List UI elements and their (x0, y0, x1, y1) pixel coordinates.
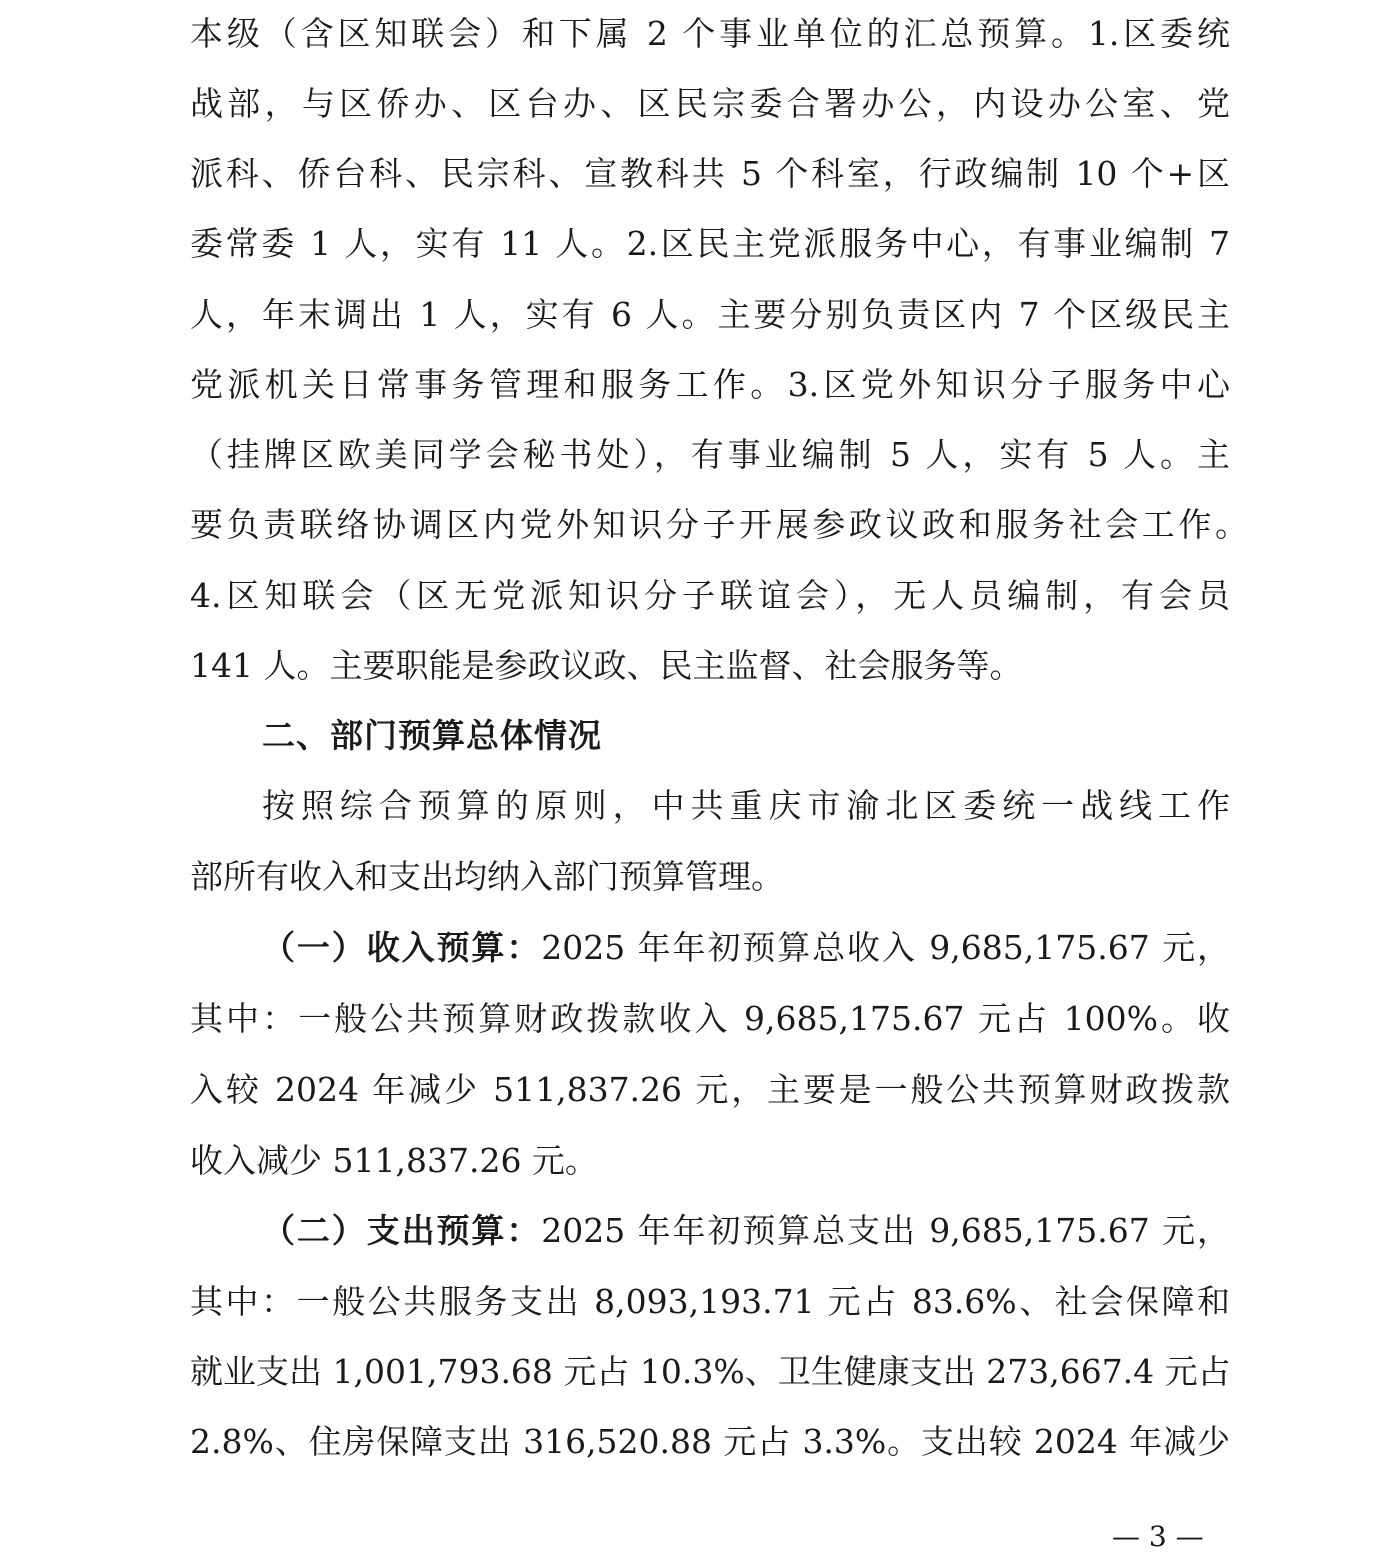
body-text-line: （挂牌区欧美同学会秘书处），有事业编制 5 人，实有 5 人。主 (190, 435, 1230, 474)
body-text-line: 本级（含区知联会）和下属 2 个事业单位的汇总预算。1.区委统 (190, 14, 1230, 53)
body-text-line: 党派机关日常事务管理和服务工作。3.区党外知识分子服务中心 (190, 365, 1230, 404)
body-text-line: 部所有收入和支出均纳入部门预算管理。 (190, 857, 784, 896)
body-text-line: 派科、侨台科、民宗科、宣教科共 5 个科室，行政编制 10 个+区 (190, 154, 1230, 193)
body-text-line: 按照综合预算的原则，中共重庆市渝北区委统一战线工作 (262, 786, 1230, 825)
body-text-line: 收入减少 511,837.26 元。 (190, 1141, 598, 1180)
body-text-line: 人，年末调出 1 人，实有 6 人。主要分别负责区内 7 个区级民主 (190, 295, 1230, 334)
body-text-line: 141 人。主要职能是参政议政、民主监督、社会服务等。 (190, 646, 1023, 685)
income-label: （一）收入预算： (262, 928, 542, 967)
expenditure-text: 2025 年年初预算总支出 9,685,175.67 元， (541, 1211, 1230, 1250)
body-text-line: 4.区知联会（区无党派知识分子联谊会），无人员编制，有会员 (190, 576, 1230, 615)
page-number: — 3 — (1112, 1520, 1204, 1553)
body-text-line: 入较 2024 年减少 511,837.26 元，主要是一般公共预算财政拨款 (190, 1070, 1230, 1109)
body-text-line: 委常委 1 人，实有 11 人。2.区民主党派服务中心，有事业编制 7 (190, 224, 1230, 263)
body-text-line: 战部，与区侨办、区台办、区民宗委合署办公，内设办公室、党 (190, 84, 1230, 123)
body-text-line: 其中：一般公共预算财政拨款收入 9,685,175.67 元占 100%。收 (190, 999, 1230, 1038)
income-text: 2025 年年初预算总收入 9,685,175.67 元， (541, 928, 1230, 967)
expenditure-label: （二）支出预算： (262, 1211, 542, 1250)
section-heading: 二、部门预算总体情况 (262, 716, 602, 755)
income-first-line (262, 926, 1230, 970)
body-text-line: 要负责联络协调区内党外知识分子开展参政议政和服务社会工作。 (190, 505, 1248, 544)
expenditure-first-line (262, 1209, 1230, 1253)
body-text-line: 2.8%、住房保障支出 316,520.88 元占 3.3%。支出较 2024 年减少 (190, 1422, 1230, 1461)
body-text-line: 就业支出 1,001,793.68 元占 10.3%、卫生健康支出 273,667.4 元占 (190, 1352, 1231, 1391)
body-text-line: 其中：一般公共服务支出 8,093,193.71 元占 83.6%、社会保障和 (190, 1282, 1230, 1321)
